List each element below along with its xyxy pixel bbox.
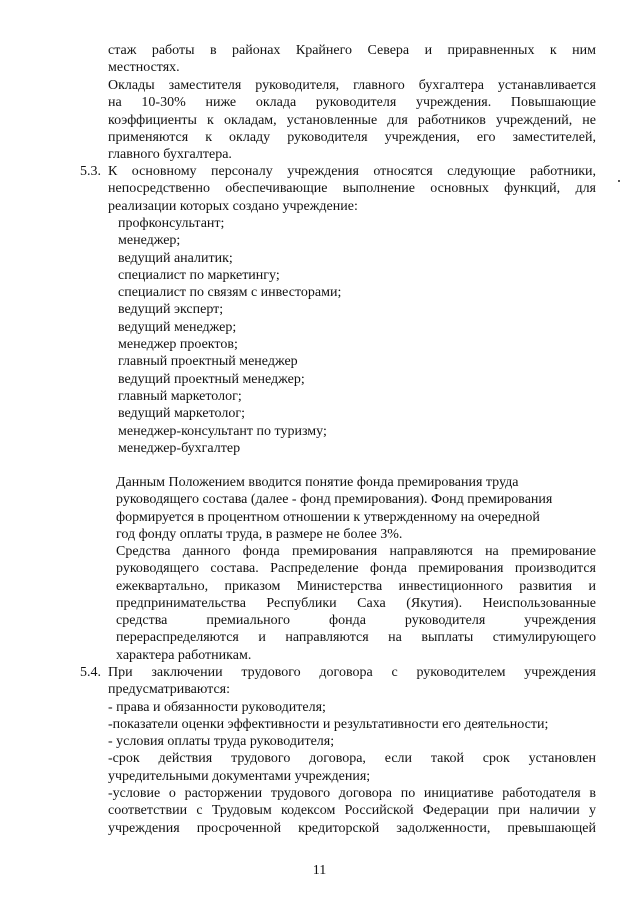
paragraph-deputy-salaries — [108, 77, 596, 163]
text-line: средства премиального фонда руководителя учреждения — [116, 613, 596, 629]
section-number: 5.3. — [80, 164, 101, 179]
list-item: ведущий проектный менеджер; — [118, 371, 305, 387]
positions-list — [118, 215, 588, 457]
text-line: Средства данного фонда премирования направляются на премирование — [116, 544, 596, 559]
text-line: характера работникам. — [116, 647, 252, 663]
text-line: руководящего состава. Распределение фонда премирования производится — [116, 561, 596, 577]
text-line: применяются к окладу руководителя учреждения, его заместителей, — [108, 129, 596, 145]
text-line: - условия оплаты труда руководителя; — [108, 734, 335, 750]
text-line: ежеквартально, приказом Министерства инвестиционного развития и — [116, 578, 596, 594]
text-line: формируется в процентном отношении к утвержденному на очередной — [116, 509, 540, 525]
list-item: специалист по связям с инвесторами; — [118, 285, 342, 301]
scan-mark — [618, 180, 620, 182]
list-item: ведущий менеджер; — [118, 319, 237, 335]
text-line: Данным Положением вводится понятие фонда премирования труда — [116, 475, 519, 490]
text-line: При заключении трудового договора с руководителем учреждения — [108, 665, 596, 680]
text-line: перераспределяются и направляются на выплаты стимулирующего — [116, 630, 596, 646]
text-line: -показатели оценки эффективности и результативности его деятельности; — [108, 716, 549, 732]
section-number: 5.4. — [80, 665, 101, 680]
text-line: предпринимательства Республики Саха (Якутия). Неиспользованные — [116, 595, 596, 611]
text-line: соответствии с Трудовым кодексом Российской Федерации при наличии у — [108, 803, 596, 819]
text-line: Оклады заместителя руководителя, главного бухгалтера устанавливается — [108, 78, 596, 93]
paragraph-bonus-fund-distribution — [116, 543, 596, 664]
text-line: учреждения просроченной кредиторской задолженности, превышающей — [108, 820, 596, 836]
text-line: К основному персоналу учреждения относятся следующие работники, — [108, 164, 596, 179]
paragraph-core-staff — [108, 163, 596, 215]
list-item: ведущий маркетолог; — [118, 406, 245, 422]
text-line: год фонду оплаты труда, в размере не более 3%. — [116, 526, 403, 542]
list-item: профконсультант; — [118, 216, 225, 231]
text-line: непосредственно обеспечивающие выполнение основных функций, для — [108, 181, 596, 197]
list-item: главный маркетолог; — [118, 388, 242, 404]
text-line: главного бухгалтера. — [108, 147, 232, 163]
text-line: стаж работы в районах Крайнего Севера и приравненных к ним — [108, 43, 596, 58]
text-line: реализации которых создано учреждение: — [108, 198, 358, 214]
list-item: ведущий аналитик; — [118, 250, 233, 266]
page-number: 11 — [312, 863, 327, 878]
text-line: предусматриваются: — [108, 682, 231, 698]
list-item: менеджер-консультант по туризму; — [118, 423, 327, 439]
list-item: менеджер; — [118, 233, 181, 249]
text-line: -условие о расторжении трудового договора по инициативе работодателя в — [108, 786, 596, 802]
paragraph-employment-contract — [108, 664, 596, 837]
paragraph-north-experience — [108, 42, 596, 77]
text-line: - права и обязанности руководителя; — [108, 699, 326, 715]
list-item: специалист по маркетингу; — [118, 267, 280, 283]
list-item: главный проектный менеджер — [118, 354, 298, 370]
text-line: местностях. — [108, 60, 180, 76]
text-line: на 10-30% ниже оклада руководителя учреждения. Повышающие — [108, 95, 596, 111]
text-line: руководящего состава (далее - фонд премирования). Фонд премирования — [116, 492, 553, 508]
text-line: учредительными документами учреждения; — [108, 768, 371, 784]
list-item: менеджер проектов; — [118, 337, 238, 353]
text-line: коэффициенты к окладам, установленные для работников учреждений, не — [108, 112, 596, 128]
list-item: менеджер-бухгалтер — [118, 440, 241, 456]
text-line: -срок действия трудового договора, если такой срок установлен — [108, 751, 596, 767]
list-item: ведущий эксперт; — [118, 302, 224, 318]
paragraph-bonus-fund-intro — [116, 474, 586, 543]
